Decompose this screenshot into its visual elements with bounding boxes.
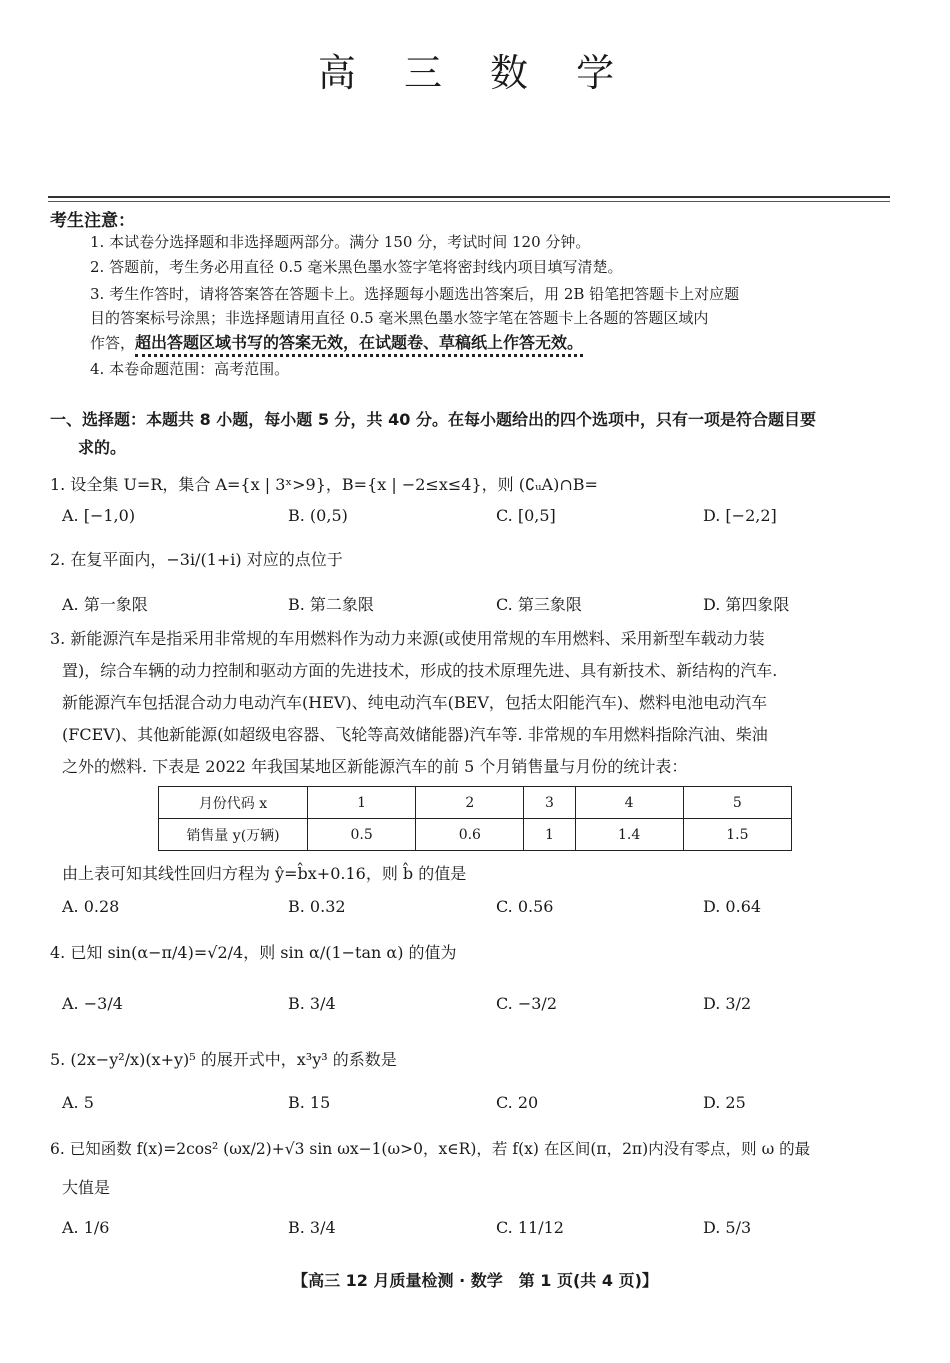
notice-item-3-line2: 目的答案标号涂黑；非选择题请用直径 0.5 毫米黑色墨水签字笔在答题卡上各题的答题区域内 bbox=[90, 309, 709, 327]
question-3-line3: 新能源汽车包括混合动力电动汽车(HEV)、纯电动汽车(BEV，包括太阳能汽车)、燃料电池电动汽车 bbox=[62, 693, 768, 712]
q6-option-b: B. 3/4 bbox=[288, 1218, 336, 1237]
q5-option-b: B. 15 bbox=[288, 1093, 331, 1112]
q5-option-a: A. 5 bbox=[62, 1093, 94, 1112]
q5-option-c: C. 20 bbox=[496, 1093, 539, 1112]
table-cell: 1 bbox=[308, 787, 416, 819]
question-3-line2: 置)，综合车辆的动力控制和驱动方面的先进技术，形成的技术原理先进、具有新技术、新结构的汽车. bbox=[62, 661, 778, 680]
sales-table bbox=[158, 786, 792, 851]
q4-option-b: B. 3/4 bbox=[288, 994, 336, 1013]
q3-option-d: D. 0.64 bbox=[703, 897, 762, 916]
q4-option-a: A. −3/4 bbox=[62, 994, 123, 1013]
table-cell: 3 bbox=[524, 787, 575, 819]
table-cell: 0.5 bbox=[308, 819, 416, 851]
section-heading-line2: 求的。 bbox=[78, 438, 127, 457]
notice-heading: 考生注意： bbox=[50, 211, 135, 231]
q3-option-a: A. 0.28 bbox=[62, 897, 120, 916]
question-1-stem: 1. 设全集 U=R，集合 A={x | 3ˣ>9}，B={x | −2≤x≤4}，则 (∁ᵤA)∩B= bbox=[50, 475, 598, 494]
question-3-line5: 之外的燃料. 下表是 2022 年我国某地区新能源汽车的前 5 个月销售量与月份的统计表： bbox=[62, 757, 688, 776]
q2-option-d: D. 第四象限 bbox=[703, 595, 790, 614]
q5-option-d: D. 25 bbox=[703, 1093, 746, 1112]
notice-item-2: 2. 答题前，考生务必用直径 0.5 毫米黑色墨水签字笔将密封线内项目填写清楚。 bbox=[90, 258, 623, 276]
q6-option-c: C. 11/12 bbox=[496, 1218, 564, 1237]
question-2-options bbox=[62, 592, 882, 622]
header-rule-thin bbox=[48, 201, 890, 202]
notice-item-3-emphasis: 超出答题区域书写的答案无效，在试题卷、草稿纸上作答无效。 bbox=[135, 333, 583, 357]
table-cell: 4 bbox=[575, 787, 683, 819]
table-row bbox=[159, 819, 792, 851]
question-1-options bbox=[62, 506, 882, 536]
question-3-options bbox=[62, 897, 882, 927]
notice-item-3-plain: 作答， bbox=[90, 334, 136, 352]
q1-option-d: D. [−2,2] bbox=[703, 506, 777, 525]
page-title: 高 三 数 学 bbox=[317, 51, 633, 95]
q2-option-c: C. 第三象限 bbox=[496, 595, 582, 614]
section-heading-line1: 一、选择题：本题共 8 小题，每小题 5 分，共 40 分。在每小题给出的四个选项中，只有一项是符合题目要 bbox=[50, 410, 816, 429]
table-cell: 5 bbox=[683, 787, 791, 819]
q4-option-c: C. −3/2 bbox=[496, 994, 557, 1013]
q1-option-b: B. (0,5) bbox=[288, 506, 348, 525]
q6-option-d: D. 5/3 bbox=[703, 1218, 752, 1237]
notice-item-3-line1: 3. 考生作答时，请将答案答在答题卡上。选择题每小题选出答案后，用 2B 铅笔把答题卡上对应题 bbox=[90, 285, 740, 303]
question-6-line2: 大值是 bbox=[62, 1178, 111, 1197]
q6-option-a: A. 1/6 bbox=[62, 1218, 110, 1237]
question-5-options bbox=[62, 1093, 882, 1123]
q2-option-a: A. 第一象限 bbox=[62, 595, 148, 614]
question-4-stem: 4. 已知 sin(α−π/4)=√2/4，则 sin α/(1−tan α) 的值为 bbox=[50, 943, 457, 962]
table-row bbox=[159, 787, 792, 819]
q3-option-b: B. 0.32 bbox=[288, 897, 346, 916]
table-cell: 1 bbox=[524, 819, 575, 851]
q1-option-a: A. [−1,0) bbox=[62, 506, 136, 525]
table-cell: 1.5 bbox=[683, 819, 791, 851]
table-cell: 0.6 bbox=[416, 819, 524, 851]
question-4-options bbox=[62, 994, 882, 1024]
q3-option-c: C. 0.56 bbox=[496, 897, 554, 916]
q1-option-c: C. [0,5] bbox=[496, 506, 556, 525]
notice-item-4: 4. 本卷命题范围：高考范围。 bbox=[90, 360, 290, 378]
table-row-label: 月份代码 x bbox=[159, 787, 308, 819]
q2-option-b: B. 第二象限 bbox=[288, 595, 374, 614]
question-6-line1: 6. 已知函数 f(x)=2cos² (ωx/2)+√3 sin ωx−1(ω>0，x∈R)，若 f(x) 在区间(π，2π)内没有零点，则 ω 的最 bbox=[50, 1140, 811, 1158]
notice-item-3-line3 bbox=[90, 330, 890, 356]
q4-option-d: D. 3/2 bbox=[703, 994, 752, 1013]
page-footer: 【高三 12 月质量检测 · 数学 第 1 页(共 4 页)】 bbox=[292, 1271, 658, 1290]
question-6-options bbox=[62, 1218, 882, 1248]
header-rule-thick bbox=[48, 196, 890, 198]
table-row-label: 销售量 y(万辆) bbox=[159, 819, 308, 851]
table-cell: 2 bbox=[416, 787, 524, 819]
table-cell: 1.4 bbox=[575, 819, 683, 851]
question-3-followup: 由上表可知其线性回归方程为 ŷ=b̂x+0.16，则 b̂ 的值是 bbox=[62, 864, 467, 883]
question-5-stem: 5. (2x−y²/x)(x+y)⁵ 的展开式中，x³y³ 的系数是 bbox=[50, 1050, 397, 1069]
question-2-stem: 2. 在复平面内，−3i/(1+i) 对应的点位于 bbox=[50, 550, 343, 569]
question-3-line4: (FCEV)、其他新能源(如超级电容器、飞轮等高效储能器)汽车等. 非常规的车用燃料指除汽油、柴油 bbox=[62, 725, 768, 744]
question-3-line1: 3. 新能源汽车是指采用非常规的车用燃料作为动力来源(或使用常规的车用燃料、采用新型车载动力装 bbox=[50, 629, 765, 648]
notice-item-1: 1. 本试卷分选择题和非选择题两部分。满分 150 分，考试时间 120 分钟。 bbox=[90, 233, 591, 251]
